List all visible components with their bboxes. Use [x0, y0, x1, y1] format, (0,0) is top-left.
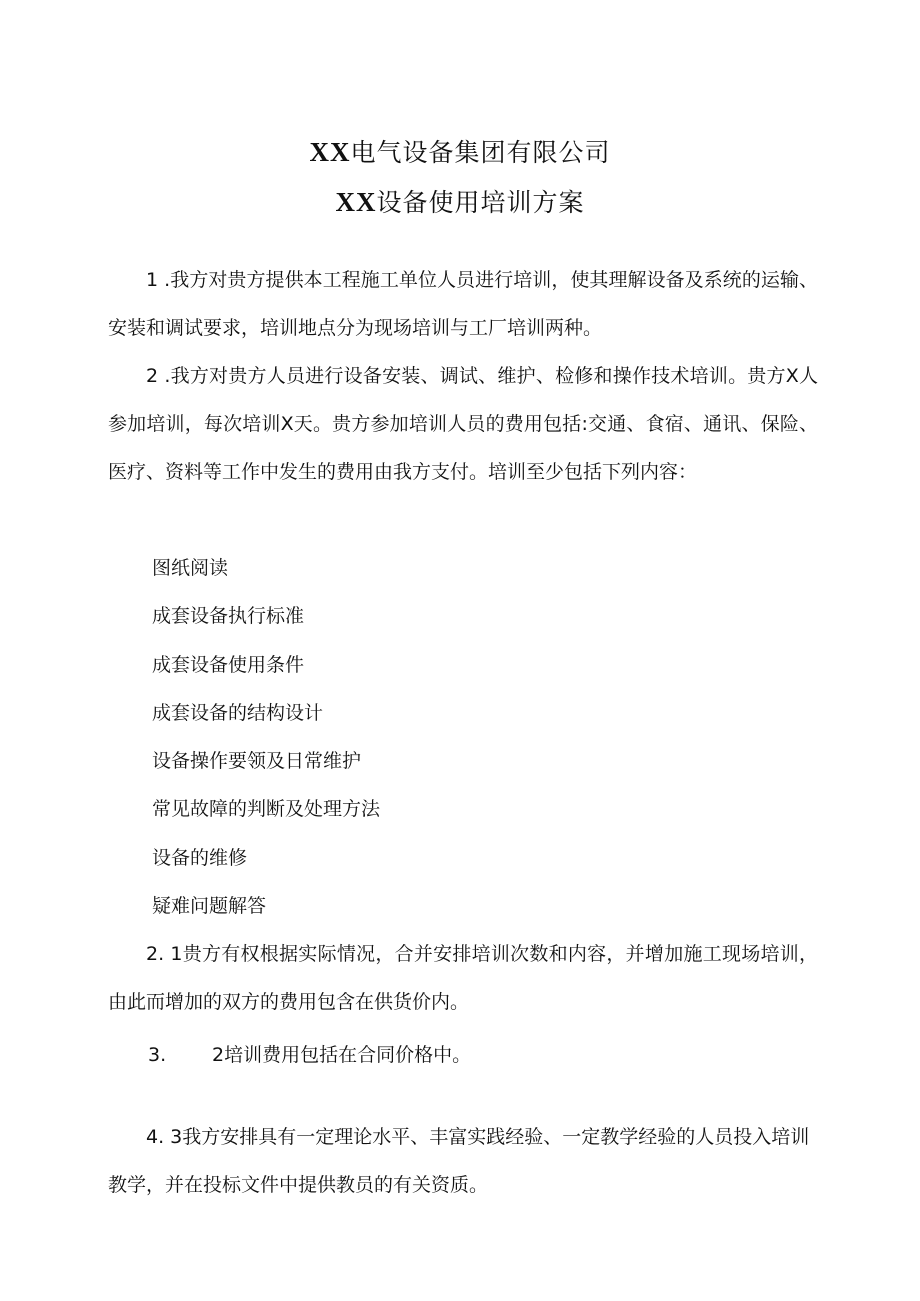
list-item: 设备操作要领及日常维护 — [152, 750, 362, 773]
paragraph-4-text: 2培训费用包括在合同价格中。 — [212, 1044, 472, 1066]
company-title-prefix: XX — [309, 137, 351, 167]
paragraph-4 — [148, 1031, 471, 1079]
paragraph-2: 2 .我方对贵方人员进行设备安装、调试、维护、检修和操作技术培训。贵方X人参加培训，每次培训X天。贵方参加培训人员的费用包括:交通、食宿、通讯、保险、医疗、资料等工作中发生的费用由我方支付。培训至少包括下列内容： — [108, 365, 818, 483]
paragraph-5: 4. 3我方安排具有一定理论水平、丰富实践经验、一定教学经验的人员投入培训教学，并在投标文件中提供教员的有关资质。 — [108, 1126, 810, 1196]
list-item: 成套设备的结构设计 — [152, 701, 324, 724]
list-item: 成套设备执行标准 — [152, 605, 305, 628]
company-title — [0, 133, 920, 169]
paragraph-4-number: 3. — [148, 1044, 167, 1066]
document-title-prefix: XX — [335, 187, 377, 217]
document-title-text: 设备使用培训方案 — [376, 188, 585, 217]
list-item: 成套设备使用条件 — [152, 653, 305, 676]
paragraph-3: 2. 1贵方有权根据实际情况，合并安排培训次数和内容，并增加施工现场培训，由此而增加的双方的费用包含在供货价内。 — [108, 943, 818, 1013]
training-content-list — [152, 544, 380, 930]
document-title — [0, 183, 920, 219]
paragraph-1: 1 .我方对贵方提供本工程施工单位人员进行培训，使其理解设备及系统的运输、安装和调试要求，培训地点分为现场培训与工厂培训两种。 — [108, 269, 818, 339]
list-item: 设备的维修 — [152, 846, 248, 869]
list-item: 常见故障的判断及处理方法 — [152, 798, 381, 821]
list-item: 疑难问题解答 — [152, 895, 267, 918]
list-item: 图纸阅读 — [152, 557, 229, 579]
company-title-text: 电气设备集团有限公司 — [350, 138, 611, 167]
